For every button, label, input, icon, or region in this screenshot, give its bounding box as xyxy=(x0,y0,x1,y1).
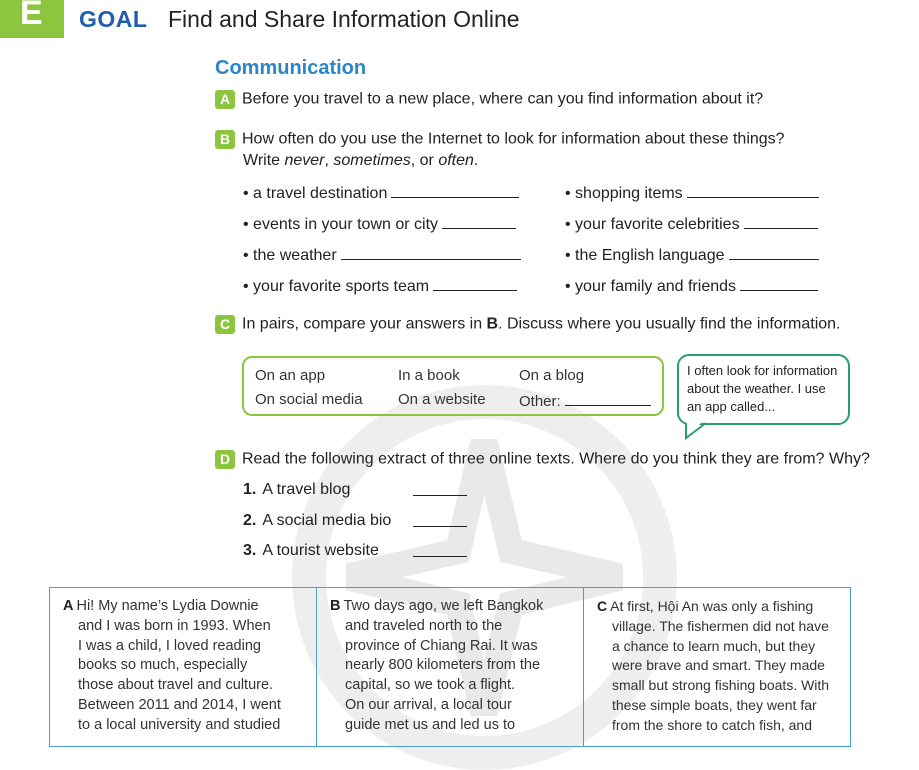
instruction-sep2: , or xyxy=(410,152,439,169)
text-line: those about travel and culture. xyxy=(78,677,274,694)
text-line: from the shore to catch fish, and xyxy=(612,716,812,733)
text-line: guide met us and led us to xyxy=(345,716,516,733)
bullet-item: • your favorite celebrities xyxy=(565,214,818,234)
numbered-item xyxy=(243,542,379,560)
goal-title: Find and Share Information Online xyxy=(168,6,520,32)
instruction-sometimes: sometimes xyxy=(333,152,411,169)
bullet-item: • events in your town or city xyxy=(243,214,516,234)
bullet-label: your family and friends xyxy=(575,278,737,295)
instruction-end: . xyxy=(473,152,479,169)
text-line: and I was born in 1993. When xyxy=(78,617,271,634)
text-line: On our arrival, a local tour xyxy=(345,696,512,713)
text-line: province of Chiang Rai. It was xyxy=(345,637,538,654)
answer-blank[interactable] xyxy=(413,481,467,496)
answer-blank[interactable] xyxy=(729,245,819,260)
text-line: to a local university and studied xyxy=(78,716,281,733)
bullet-label: shopping items xyxy=(575,185,683,202)
text-line: and traveled north to the xyxy=(345,617,503,634)
text-line: I was a child, I loved reading xyxy=(78,637,261,654)
text-line: Hi! My name’s Lydia Downie xyxy=(76,598,259,614)
option-social-media: On social media xyxy=(255,391,363,408)
answer-blank[interactable] xyxy=(341,245,521,260)
numbered-item xyxy=(243,512,391,530)
bullet-item: • a travel destination xyxy=(243,183,519,203)
instruction-never: never xyxy=(284,152,325,169)
text-line: these simple boats, they went far xyxy=(612,696,817,713)
question-d-text: Read the following extract of three online texts. Where do you think they are from? Why? xyxy=(242,450,870,468)
question-c-text xyxy=(242,316,841,333)
text-line: were brave and smart. They made xyxy=(612,657,825,674)
bullet-item: • your family and friends xyxy=(565,276,818,296)
lesson-badge: E xyxy=(0,0,64,38)
numbered-item xyxy=(243,481,350,499)
text-b xyxy=(317,588,584,746)
item-number: 3. xyxy=(243,542,257,559)
answer-blank[interactable] xyxy=(740,276,818,291)
answer-blank[interactable] xyxy=(391,183,519,198)
reading-texts xyxy=(49,587,851,747)
instruction-sep1: , xyxy=(324,152,334,169)
bullet-item: • your favorite sports team xyxy=(243,276,517,296)
text-letter: B xyxy=(330,598,341,614)
question-d xyxy=(215,450,870,469)
text-line: books so much, especially xyxy=(78,657,248,674)
option-other-label: Other: xyxy=(519,393,561,410)
text-line: a chance to learn much, but they xyxy=(612,637,816,654)
question-b-instruction xyxy=(243,152,478,170)
bullet-item: • the English language xyxy=(565,245,819,265)
option-book: In a book xyxy=(398,367,460,384)
bullet-item: • shopping items xyxy=(565,183,819,203)
question-b-letter: B xyxy=(215,130,235,149)
question-c-letter: C xyxy=(215,315,235,334)
instruction-often: often xyxy=(438,152,474,169)
bullet-item: • the weather xyxy=(243,245,521,265)
text-line: At first, Hội An was only a fishing xyxy=(610,598,814,614)
speech-bubble: I often look for information about the weather. I use an app called... xyxy=(677,354,850,425)
item-label: A tourist website xyxy=(262,542,379,559)
item-number: 1. xyxy=(243,481,257,498)
text-c xyxy=(584,588,850,746)
question-c xyxy=(215,315,841,334)
other-blank[interactable] xyxy=(565,391,651,406)
answer-blank[interactable] xyxy=(413,512,467,527)
question-c-post: . Discuss where you usually find the information. xyxy=(498,315,841,333)
option-website: On a website xyxy=(398,391,486,408)
answer-blank[interactable] xyxy=(442,214,516,229)
speech-tail-icon xyxy=(680,418,720,440)
text-line: Two days ago, we left Bangkok xyxy=(343,598,544,614)
item-label: A social media bio xyxy=(262,512,392,529)
question-a-text: Before you travel to a new place, where can you find information about it? xyxy=(242,90,764,108)
answer-blank[interactable] xyxy=(433,276,517,291)
answer-blank[interactable] xyxy=(744,214,818,229)
text-letter: A xyxy=(63,598,74,614)
bullet-label: events in your town or city xyxy=(253,216,439,233)
goal-label: GOAL xyxy=(79,6,148,32)
option-app: On an app xyxy=(255,367,326,384)
bullet-label: your favorite celebrities xyxy=(575,216,740,233)
question-c-pre: In pairs, compare your answers in xyxy=(242,315,487,333)
section-title: Communication xyxy=(215,57,367,79)
bullet-label: a travel destination xyxy=(253,185,388,202)
bullet-label: the weather xyxy=(253,247,337,264)
item-number: 2. xyxy=(243,512,257,529)
text-a xyxy=(50,588,317,746)
answer-blank[interactable] xyxy=(687,183,819,198)
text-line: capital, so we took a flight. xyxy=(345,677,516,694)
option-other xyxy=(519,391,651,410)
question-b xyxy=(215,130,785,149)
question-d-letter: D xyxy=(215,450,235,469)
question-a xyxy=(215,90,763,109)
option-blog: On a blog xyxy=(519,367,585,384)
source-options-box xyxy=(242,356,664,416)
item-label: A travel blog xyxy=(262,481,351,498)
text-line: village. The fishermen did not have xyxy=(612,617,829,634)
text-line: nearly 800 kilometers from the xyxy=(345,657,541,674)
text-line: Between 2011 and 2014, I went xyxy=(78,696,281,713)
question-a-letter: A xyxy=(215,90,235,109)
text-letter: C xyxy=(597,598,608,614)
bullet-label: your favorite sports team xyxy=(253,278,430,295)
bullet-label: the English language xyxy=(575,247,725,264)
answer-blank[interactable] xyxy=(413,542,467,557)
text-line: small but strong fishing boats. With xyxy=(612,677,830,694)
question-b-text: How often do you use the Internet to look for information about these things? xyxy=(242,130,785,148)
instruction-write: Write xyxy=(243,152,285,169)
question-c-ref: B xyxy=(486,315,499,333)
